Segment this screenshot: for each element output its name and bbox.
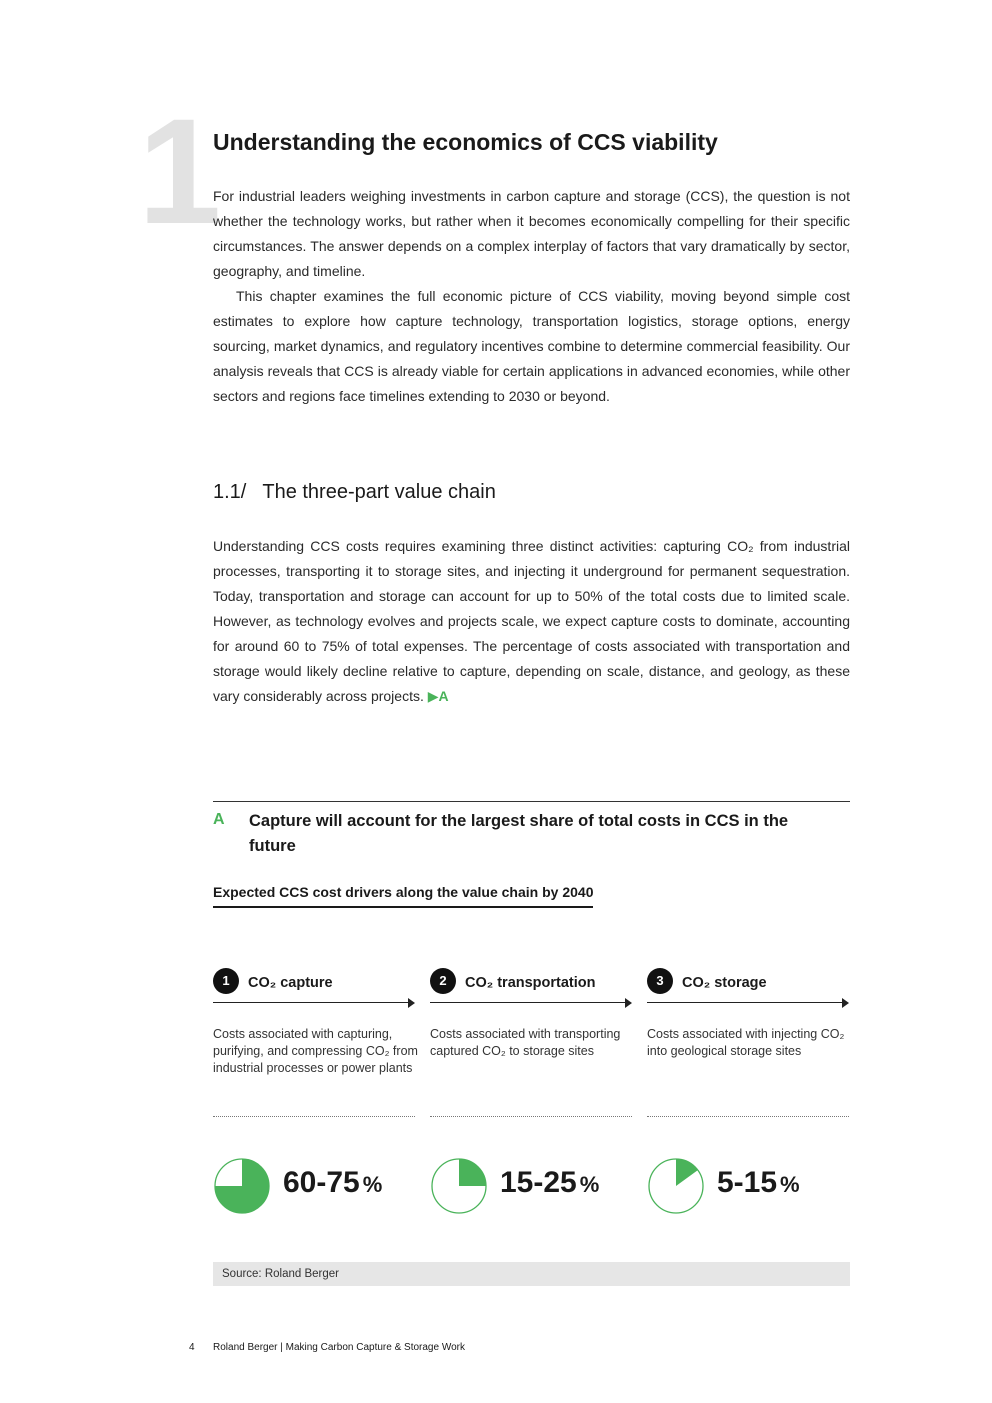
step-title: CO₂ storage	[682, 975, 767, 991]
step-description: Costs associated with transporting captured CO₂ to storage sites	[430, 1027, 621, 1058]
step-description: Costs associated with injecting CO₂ into geological storage sites	[647, 1027, 845, 1058]
arrow-line	[647, 1002, 843, 1003]
step-capture	[213, 966, 418, 1216]
step-description: Costs associated with capturing, purifying, and compressing CO₂ from industrial processes or power plants	[213, 1027, 418, 1075]
section-title: The three-part value chain	[262, 481, 496, 503]
percent-sign: %	[780, 1172, 800, 1197]
chapter-number: 1	[138, 87, 222, 255]
source-note: Source: Roland Berger	[213, 1262, 850, 1286]
pie-chart-icon	[647, 1157, 705, 1215]
intro-paragraph-1: For industrial leaders weighing investments in carbon capture and storage (CCS), the question is not whether the technology works, but rather when it becomes economically compelling for their specific circumstances. The answer depends on a complex interplay of factors that vary dramatically by sector, geography, and timeline.	[213, 188, 850, 279]
figure-top-rule	[213, 801, 850, 802]
step-title: CO₂ capture	[248, 975, 333, 991]
cost-share-value	[717, 1166, 800, 1200]
arrow-line	[213, 1002, 409, 1003]
section-heading	[213, 481, 496, 504]
figure-title: Capture will account for the largest share of total costs in CCS in the future	[249, 812, 789, 855]
cost-share-range: 5-15	[717, 1166, 778, 1199]
arrow-line	[430, 1002, 626, 1003]
pie-chart-icon	[213, 1157, 271, 1215]
figure-reference-link[interactable]: ▶A	[427, 688, 449, 704]
cost-share-range: 60-75	[283, 1166, 360, 1199]
footer-text: Roland Berger | Making Carbon Capture & Storage Work	[213, 1342, 465, 1353]
step-number-badge: 2	[430, 968, 456, 994]
step-title: CO₂ transportation	[465, 975, 596, 991]
page-title: Understanding the economics of CCS viability	[213, 129, 718, 155]
dotted-divider	[213, 1116, 415, 1117]
pie-chart-icon	[430, 1157, 488, 1215]
dotted-divider	[647, 1116, 849, 1117]
intro-paragraph-2: This chapter examines the full economic picture of CCS viability, moving beyond simple cost estimates to explore how capture technology, transportation logistics, storage options, energy sourcing, market dynamics, and regulatory incentives combine to determine commercial feasibility. Our analysis reveals that CCS is already viable for certain applications in advanced economies, while other sectors and regions face timelines extending to 2030 or beyond.	[213, 288, 850, 404]
figure-subtitle: Expected CCS cost drivers along the value chain by 2040	[213, 884, 593, 908]
step-transportation	[430, 966, 632, 1216]
section-body-text: Understanding CCS costs requires examining three distinct activities: capturing CO₂ from industrial processes, transporting it to storage sites, and injecting it underground for permanent sequestration. Today, transportation and storage can account for up to 50% of the total costs due to limited scale. However, as technology evolves and projects scale, we expect capture costs to dominate, accounting for around 60 to 75% of total expenses. The percentage of costs associated with transportation and storage would likely decline relative to capture, depending on scale, distance, and geology, as these vary considerably across projects.	[213, 538, 850, 704]
dotted-divider	[430, 1116, 632, 1117]
step-number-badge: 1	[213, 968, 239, 994]
arrow-right-icon	[625, 998, 632, 1008]
figure-letter: A	[213, 811, 225, 828]
page-number: 4	[189, 1342, 195, 1353]
arrow-right-icon	[842, 998, 849, 1008]
cost-share-range: 15-25	[500, 1166, 577, 1199]
section-body	[213, 534, 850, 709]
arrow-right-icon	[408, 998, 415, 1008]
cost-share-value	[500, 1166, 599, 1200]
step-number-badge: 3	[647, 968, 673, 994]
percent-sign: %	[362, 1172, 383, 1197]
cost-share-value	[283, 1166, 382, 1200]
step-storage	[647, 966, 849, 1216]
percent-sign: %	[579, 1172, 600, 1197]
pie-slice	[459, 1159, 486, 1186]
section-number: 1.1/	[213, 481, 247, 503]
